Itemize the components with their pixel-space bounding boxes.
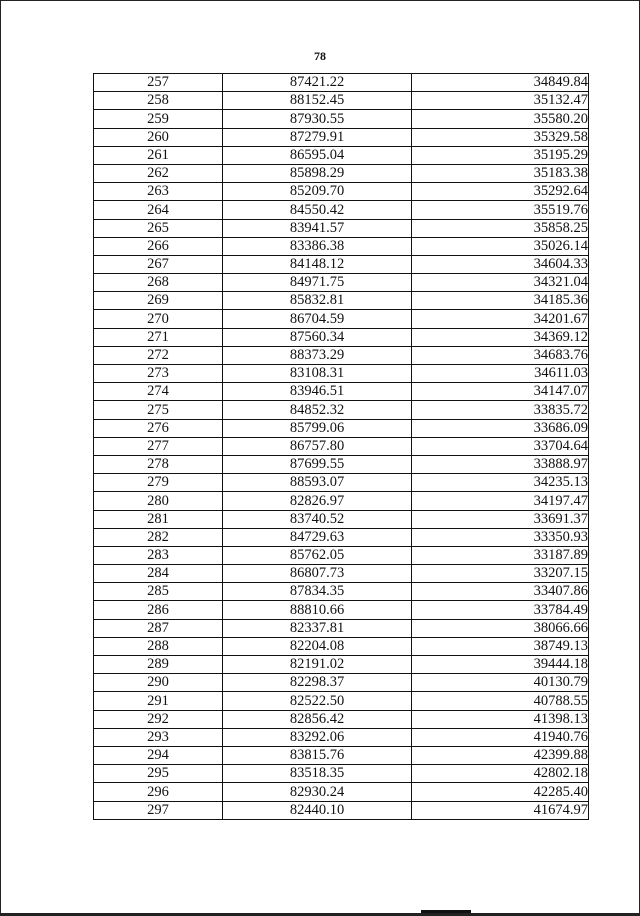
row-index-cell: 270 <box>94 310 223 328</box>
row-index-cell: 287 <box>94 619 223 637</box>
value-b-cell: 33888.97 <box>412 455 589 473</box>
row-index-cell: 279 <box>94 474 223 492</box>
table-row <box>94 619 589 637</box>
table-row <box>94 510 589 528</box>
value-a-cell: 86595.04 <box>223 146 412 164</box>
value-b-cell: 35132.47 <box>412 92 589 110</box>
value-a-cell: 84550.42 <box>223 201 412 219</box>
value-a-cell: 83518.35 <box>223 765 412 783</box>
value-a-cell: 83292.06 <box>223 728 412 746</box>
row-index-cell: 286 <box>94 601 223 619</box>
value-b-cell: 33187.89 <box>412 546 589 564</box>
table-row <box>94 746 589 764</box>
table-row <box>94 783 589 801</box>
value-a-cell: 82204.08 <box>223 637 412 655</box>
table-row <box>94 528 589 546</box>
table-row <box>94 365 589 383</box>
value-b-cell: 42802.18 <box>412 765 589 783</box>
table-row <box>94 601 589 619</box>
table-row <box>94 583 589 601</box>
value-b-cell: 34185.36 <box>412 292 589 310</box>
table-row <box>94 437 589 455</box>
table-row <box>94 328 589 346</box>
value-b-cell: 41940.76 <box>412 728 589 746</box>
row-index-cell: 274 <box>94 383 223 401</box>
value-a-cell: 87279.91 <box>223 128 412 146</box>
value-a-cell: 85762.05 <box>223 546 412 564</box>
value-a-cell: 85832.81 <box>223 292 412 310</box>
value-a-cell: 87560.34 <box>223 328 412 346</box>
value-a-cell: 83941.57 <box>223 219 412 237</box>
row-index-cell: 257 <box>94 74 223 92</box>
page-number: 78 <box>314 49 326 63</box>
row-index-cell: 273 <box>94 365 223 383</box>
value-b-cell: 40130.79 <box>412 674 589 692</box>
value-a-cell: 82930.24 <box>223 783 412 801</box>
row-index-cell: 275 <box>94 401 223 419</box>
value-a-cell: 83108.31 <box>223 365 412 383</box>
row-index-cell: 296 <box>94 783 223 801</box>
value-b-cell: 39444.18 <box>412 656 589 674</box>
value-a-cell: 88810.66 <box>223 601 412 619</box>
value-b-cell: 35195.29 <box>412 146 589 164</box>
row-index-cell: 267 <box>94 255 223 273</box>
value-b-cell: 34235.13 <box>412 474 589 492</box>
row-index-cell: 266 <box>94 237 223 255</box>
value-b-cell: 41674.97 <box>412 801 589 819</box>
row-index-cell: 263 <box>94 183 223 201</box>
table-row <box>94 292 589 310</box>
table-row <box>94 674 589 692</box>
row-index-cell: 292 <box>94 710 223 728</box>
row-index-cell: 294 <box>94 746 223 764</box>
table-row <box>94 164 589 182</box>
table-row <box>94 401 589 419</box>
row-index-cell: 260 <box>94 128 223 146</box>
value-b-cell: 42285.40 <box>412 783 589 801</box>
value-a-cell: 88152.45 <box>223 92 412 110</box>
table-row <box>94 419 589 437</box>
row-index-cell: 272 <box>94 346 223 364</box>
value-a-cell: 88373.29 <box>223 346 412 364</box>
value-a-cell: 87930.55 <box>223 110 412 128</box>
row-index-cell: 264 <box>94 201 223 219</box>
table-row <box>94 255 589 273</box>
row-index-cell: 297 <box>94 801 223 819</box>
row-index-cell: 285 <box>94 583 223 601</box>
value-b-cell: 33835.72 <box>412 401 589 419</box>
value-b-cell: 35519.76 <box>412 201 589 219</box>
table-row <box>94 692 589 710</box>
value-a-cell: 82826.97 <box>223 492 412 510</box>
value-b-cell: 38066.66 <box>412 619 589 637</box>
value-b-cell: 33686.09 <box>412 419 589 437</box>
table-row <box>94 728 589 746</box>
row-index-cell: 269 <box>94 292 223 310</box>
value-b-cell: 42399.88 <box>412 746 589 764</box>
value-b-cell: 34197.47 <box>412 492 589 510</box>
value-a-cell: 84971.75 <box>223 274 412 292</box>
value-b-cell: 33407.86 <box>412 583 589 601</box>
value-a-cell: 83386.38 <box>223 237 412 255</box>
value-a-cell: 88593.07 <box>223 474 412 492</box>
value-a-cell: 83740.52 <box>223 510 412 528</box>
table-row <box>94 110 589 128</box>
value-a-cell: 85209.70 <box>223 183 412 201</box>
value-b-cell: 34369.12 <box>412 328 589 346</box>
value-a-cell: 82337.81 <box>223 619 412 637</box>
table-body <box>94 74 589 820</box>
value-a-cell: 86807.73 <box>223 565 412 583</box>
table-row <box>94 656 589 674</box>
table-row <box>94 637 589 655</box>
value-a-cell: 85799.06 <box>223 419 412 437</box>
value-b-cell: 33350.93 <box>412 528 589 546</box>
value-a-cell: 82856.42 <box>223 710 412 728</box>
table-row <box>94 546 589 564</box>
value-a-cell: 86704.59 <box>223 310 412 328</box>
table-row <box>94 219 589 237</box>
value-b-cell: 35026.14 <box>412 237 589 255</box>
row-index-cell: 289 <box>94 656 223 674</box>
row-index-cell: 295 <box>94 765 223 783</box>
row-index-cell: 288 <box>94 637 223 655</box>
value-b-cell: 33704.64 <box>412 437 589 455</box>
row-index-cell: 258 <box>94 92 223 110</box>
row-index-cell: 259 <box>94 110 223 128</box>
value-b-cell: 34683.76 <box>412 346 589 364</box>
value-b-cell: 35329.58 <box>412 128 589 146</box>
value-b-cell: 34604.33 <box>412 255 589 273</box>
value-b-cell: 34611.03 <box>412 365 589 383</box>
value-b-cell: 34147.07 <box>412 383 589 401</box>
row-index-cell: 276 <box>94 419 223 437</box>
table-row <box>94 346 589 364</box>
value-b-cell: 41398.13 <box>412 710 589 728</box>
table-row <box>94 455 589 473</box>
scan-edge-mark <box>421 910 471 913</box>
table-row <box>94 92 589 110</box>
value-b-cell: 33691.37 <box>412 510 589 528</box>
table-row <box>94 492 589 510</box>
coordinate-table <box>93 73 589 820</box>
value-a-cell: 87421.22 <box>223 74 412 92</box>
table-row <box>94 128 589 146</box>
row-index-cell: 280 <box>94 492 223 510</box>
value-a-cell: 84729.63 <box>223 528 412 546</box>
row-index-cell: 282 <box>94 528 223 546</box>
table-row <box>94 383 589 401</box>
value-b-cell: 35580.20 <box>412 110 589 128</box>
table-row <box>94 274 589 292</box>
row-index-cell: 271 <box>94 328 223 346</box>
value-a-cell: 83815.76 <box>223 746 412 764</box>
table-row <box>94 74 589 92</box>
table-row <box>94 183 589 201</box>
row-index-cell: 262 <box>94 164 223 182</box>
value-b-cell: 34849.84 <box>412 74 589 92</box>
table-row <box>94 801 589 819</box>
row-index-cell: 281 <box>94 510 223 528</box>
value-a-cell: 87834.35 <box>223 583 412 601</box>
table-row <box>94 201 589 219</box>
row-index-cell: 284 <box>94 565 223 583</box>
value-a-cell: 84148.12 <box>223 255 412 273</box>
table-row <box>94 237 589 255</box>
value-b-cell: 34321.04 <box>412 274 589 292</box>
row-index-cell: 283 <box>94 546 223 564</box>
row-index-cell: 278 <box>94 455 223 473</box>
value-a-cell: 82522.50 <box>223 692 412 710</box>
value-b-cell: 35858.25 <box>412 219 589 237</box>
value-a-cell: 82298.37 <box>223 674 412 692</box>
value-b-cell: 35183.38 <box>412 164 589 182</box>
table-row <box>94 710 589 728</box>
value-b-cell: 40788.55 <box>412 692 589 710</box>
value-a-cell: 82440.10 <box>223 801 412 819</box>
value-b-cell: 35292.64 <box>412 183 589 201</box>
table-row <box>94 765 589 783</box>
table-row <box>94 310 589 328</box>
value-a-cell: 86757.80 <box>223 437 412 455</box>
row-index-cell: 268 <box>94 274 223 292</box>
value-b-cell: 34201.67 <box>412 310 589 328</box>
table-row <box>94 146 589 164</box>
row-index-cell: 291 <box>94 692 223 710</box>
value-a-cell: 84852.32 <box>223 401 412 419</box>
table-row <box>94 565 589 583</box>
value-a-cell: 87699.55 <box>223 455 412 473</box>
row-index-cell: 293 <box>94 728 223 746</box>
value-a-cell: 82191.02 <box>223 656 412 674</box>
row-index-cell: 265 <box>94 219 223 237</box>
value-a-cell: 85898.29 <box>223 164 412 182</box>
row-index-cell: 277 <box>94 437 223 455</box>
value-b-cell: 38749.13 <box>412 637 589 655</box>
row-index-cell: 290 <box>94 674 223 692</box>
value-b-cell: 33784.49 <box>412 601 589 619</box>
table-row <box>94 474 589 492</box>
value-b-cell: 33207.15 <box>412 565 589 583</box>
value-a-cell: 83946.51 <box>223 383 412 401</box>
row-index-cell: 261 <box>94 146 223 164</box>
